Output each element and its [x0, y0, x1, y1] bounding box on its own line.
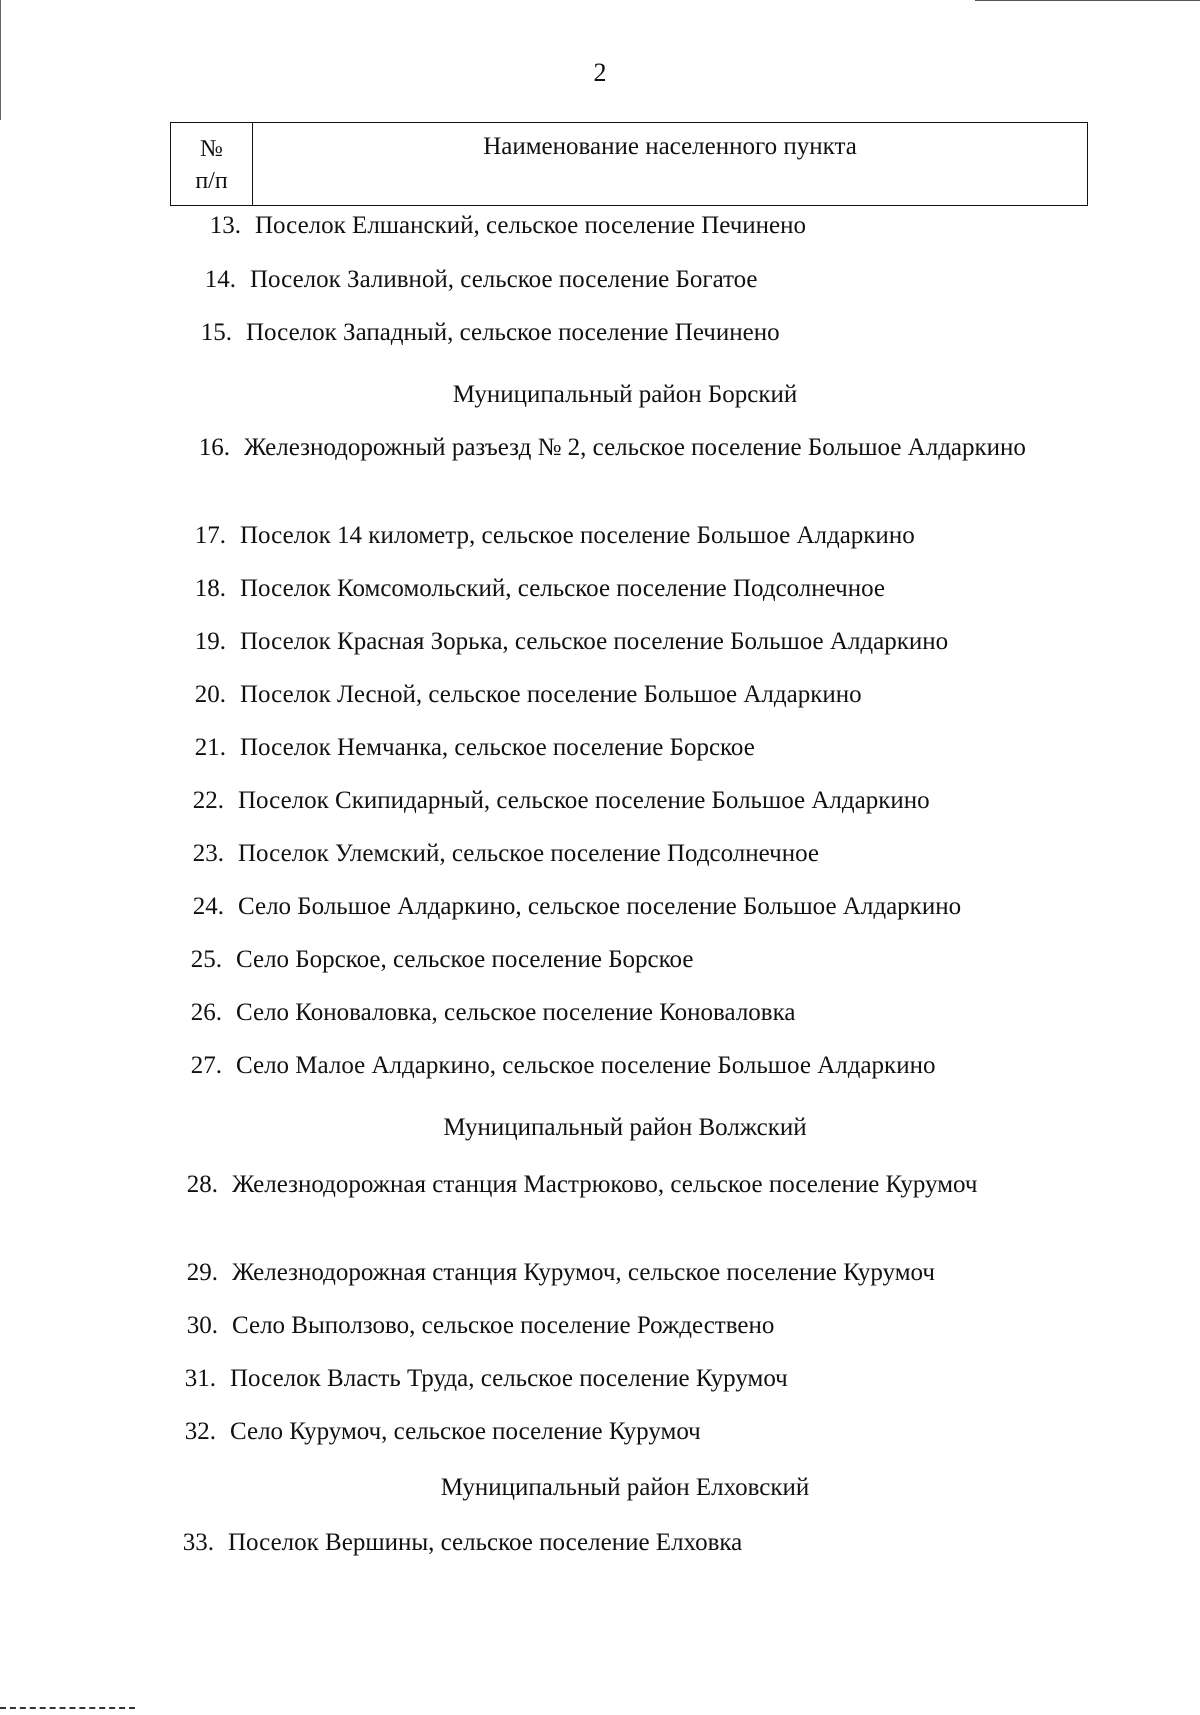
list-item-number: 30. — [186, 1312, 218, 1339]
list-item — [0, 1259, 1200, 1287]
list-item-text: Поселок Красная Зорька, сельское поселение Большое Алдаркино — [240, 628, 949, 655]
list-item-number: 16. — [198, 434, 230, 461]
list-item-text: Поселок Скипидарный, сельское поселение Большое Алдаркино — [238, 787, 930, 814]
list-item-number: 32. — [184, 1418, 216, 1445]
list-item-number: 24. — [192, 893, 224, 920]
list-item-text: Поселок Заливной, сельское поселение Богатое — [250, 266, 758, 293]
list-item-number: 22. — [192, 787, 224, 814]
table-header — [170, 122, 1088, 206]
list-item-number: 17. — [194, 522, 226, 549]
list-item-text: Поселок Улемский, сельское поселение Подсолнечное — [238, 840, 819, 867]
list-item — [0, 434, 1200, 462]
scan-bottom-rule — [0, 1707, 135, 1709]
list-item-text: Поселок Немчанка, сельское поселение Борское — [240, 734, 755, 761]
list-item-number: 14. — [204, 266, 236, 293]
list-item-text: Село Большое Алдаркино, сельское поселение Большое Алдаркино — [238, 893, 962, 920]
list-item-text: Поселок Комсомольский, сельское поселение Подсолнечное — [240, 575, 885, 602]
district-heading: Муниципальный район Борский — [452, 381, 798, 408]
list-item-number: 23. — [192, 840, 224, 867]
list-item-text: Село Малое Алдаркино, сельское поселение Большое Алдаркино — [236, 1052, 936, 1079]
list-item-text: Село Курумоч, сельское поселение Курумоч — [230, 1418, 701, 1445]
header-number-abbrev: п/п — [195, 168, 228, 194]
list-item — [0, 1052, 1200, 1080]
list-item-number: 33. — [182, 1529, 214, 1556]
list-item-text: Село Коноваловка, сельское поселение Коноваловка — [236, 999, 796, 1026]
list-item — [0, 893, 1200, 921]
list-item-number: 31. — [184, 1365, 216, 1392]
list-item-number: 21. — [194, 734, 226, 761]
list-item-text: Поселок 14 километр, сельское поселение Большое Алдаркино — [240, 522, 915, 549]
list-item — [0, 628, 1200, 656]
list-item-text: Поселок Власть Труда, сельское поселение Курумоч — [230, 1365, 788, 1392]
page-number: 2 — [593, 58, 607, 87]
list-item — [0, 1171, 1200, 1199]
list-item — [0, 787, 1200, 815]
list-item — [0, 266, 1200, 294]
list-item — [0, 575, 1200, 603]
district-heading: Муниципальный район Елховский — [440, 1474, 810, 1501]
list-item — [0, 681, 1200, 709]
header-number-cell — [171, 123, 253, 205]
list-item — [0, 212, 1200, 240]
list-item-number: 20. — [194, 681, 226, 708]
list-item-number: 28. — [186, 1171, 218, 1198]
list-item-text: Поселок Лесной, сельское поселение Большое Алдаркино — [240, 681, 862, 708]
list-item — [0, 734, 1200, 762]
list-item-number: 27. — [190, 1052, 222, 1079]
list-item-number: 25. — [190, 946, 222, 973]
list-item — [0, 840, 1200, 868]
list-item — [0, 1418, 1200, 1446]
district-heading: Муниципальный район Волжский — [443, 1114, 807, 1141]
list-item — [0, 999, 1200, 1027]
list-item — [0, 1365, 1200, 1393]
list-item-text: Железнодорожный разъезд № 2, сельское поселение Большое Алдаркино — [244, 434, 1026, 461]
list-item-text: Поселок Вершины, сельское поселение Елховка — [228, 1529, 743, 1556]
list-item-number: 26. — [190, 999, 222, 1026]
list-item-text: Село Борское, сельское поселение Борское — [236, 946, 694, 973]
list-item — [0, 319, 1200, 347]
list-item — [0, 1529, 1200, 1557]
list-item-text: Железнодорожная станция Мастрюково, сельское поселение Курумоч — [232, 1171, 978, 1198]
list-item-text: Поселок Елшанский, сельское поселение Печинено — [255, 212, 807, 239]
scan-top-rule — [975, 0, 1200, 1]
list-item — [0, 522, 1200, 550]
list-item-number: 15. — [200, 319, 232, 346]
header-name-cell: Наименование населенного пункта — [483, 133, 857, 160]
list-item — [0, 1312, 1200, 1340]
header-number-symbol: № — [200, 136, 223, 162]
list-item-text: Железнодорожная станция Курумоч, сельское поселение Курумоч — [232, 1259, 935, 1286]
list-item-text: Село Выползово, сельское поселение Рождествено — [232, 1312, 775, 1339]
list-item-number: 29. — [186, 1259, 218, 1286]
list-item-number: 19. — [194, 628, 226, 655]
list-item-text: Поселок Западный, сельское поселение Печинено — [246, 319, 780, 346]
list-item-number: 13. — [209, 212, 241, 239]
list-item-number: 18. — [194, 575, 226, 602]
list-item — [0, 946, 1200, 974]
